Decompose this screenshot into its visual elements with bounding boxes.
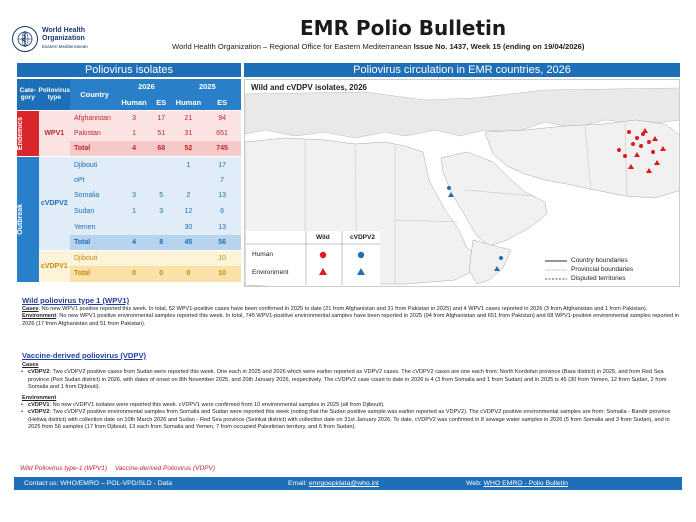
value-cell: 30: [184, 223, 193, 231]
total-cell: 0: [159, 270, 164, 278]
bulletin-subtitle: [172, 42, 584, 51]
value-cell: 2: [186, 192, 191, 200]
wpv1-section: [22, 297, 680, 328]
total-cell: 56: [218, 238, 226, 246]
legend-wild-header: Wild: [316, 234, 330, 241]
value-cell: 651: [216, 130, 228, 138]
email-link[interactable]: emrgoepidata@who.int: [308, 480, 379, 487]
web-label: Web:: [466, 480, 484, 487]
value-cell: [119, 251, 149, 267]
value-cell: 10: [203, 251, 241, 267]
org-region: Eastern Mediterranean: [42, 44, 88, 49]
wpv1-cases: [22, 306, 680, 313]
total-cell: 0: [132, 270, 136, 278]
country-cell: Pakistan: [73, 130, 101, 138]
value-cell: 13: [218, 223, 226, 231]
legend-cvdpv2-header: cVDPV2: [350, 234, 375, 241]
country-cell: oPt: [73, 176, 85, 184]
legend-symbols: [246, 231, 380, 285]
isolates-section-header: Poliovirus isolates: [17, 63, 241, 77]
who-emblem-icon: [12, 26, 38, 52]
org-name-line2: Organization: [42, 35, 85, 42]
value-cell: [149, 157, 174, 173]
value-cell: 6: [220, 208, 225, 216]
value-cell: 12: [184, 208, 193, 216]
footer-email-block: [288, 480, 379, 487]
category-outbreak: Outbreak: [17, 157, 39, 282]
issue-number: Issue No. 1437, Week 15 (ending on 19/04/2026): [413, 42, 585, 51]
bullet-text: : No new cVDPV1 isolates were reported this week. cVDPV1 were confirmed from 10 environmental samples in 2025 (all from Djibouti).: [49, 402, 385, 409]
value-cell: 1: [132, 208, 136, 216]
wpv1-heading: Wild poliovirus type 1 (WPV1): [22, 296, 130, 305]
vdpv-heading: Vaccine-derived poliovirus (VDPV): [22, 351, 147, 360]
country-cell: Sudan: [73, 208, 95, 216]
vdpv-section: [22, 352, 680, 431]
table-row: [17, 157, 241, 173]
bullet-text: : Two cVDPV2 positive cases from Sudan were reported this week. One each in 2025 and 2026 which were earlier reported as VDPV2 cases. The cVDPV2 cases are one each from: North Kordofan province (Bara district) in 2025, and from Red Sea province (Port Sudan district) in 2026, with dates of onset on 8th November 2025, and 20th January 2026, respectively. The cVDPV2 case count to date in 2026 is 4 (3 from Somalia and 1 from Sudan) and in 2025 is 45 (30 from Yemen, 12 from Sudan, 2 from Somalia and 1 from Djibouti).: [28, 369, 667, 390]
header-year-2026: 2026: [119, 79, 173, 95]
country-cell: Afghanistan: [70, 110, 119, 126]
boundary-legend: [545, 256, 633, 283]
type-cvdpv2: cVDPV2: [39, 157, 70, 251]
value-cell: 13: [218, 192, 226, 200]
country-cell: Djibouti: [70, 157, 119, 173]
footnote: [20, 465, 221, 472]
total-cell: 45: [184, 238, 193, 246]
legend-disputed-territories: Disputed territories: [571, 275, 626, 282]
cases-label: Cases: [22, 306, 39, 313]
value-cell: [149, 251, 174, 267]
value-cell: 17: [203, 157, 241, 173]
value-cell: [119, 157, 149, 173]
header-es-2026: ES: [149, 95, 174, 111]
total-cell: 52: [184, 145, 193, 153]
vdpv-cases-label: Cases: [22, 362, 39, 369]
circulation-map: [244, 79, 680, 287]
footer-bar: [14, 477, 682, 490]
total-label: Total: [73, 270, 91, 278]
total-label: Total: [73, 238, 91, 246]
subtitle-plain: World Health Organization – Regional Office for Eastern Mediterranean: [172, 42, 414, 51]
email-label: Email:: [288, 480, 309, 487]
category-endemics: Endemics: [17, 110, 39, 157]
country-cell: Yemen: [73, 223, 96, 231]
bullet-text: : Two cVDPV2 positive environmental samples from Somalia and Sudan were reported this week (noting that the Sudan positive sample was earlier reported as VDPV2). The cVDPV2 positive environmental samples are from: Somalia - Bandir province (Heliwa district) with collection date on 10th March 2026 and Sudan - Red Sea province (Seinkat district) with collection date on 31st January 2026. To date, cVDPV2 was confirmed in 8 sewage water samples in 2026 (5 from Somalia and 3 from Sudan), and in 2025 from 56 samples (17 from Djibouti, 13 each from Somalia and Yemen, 7 from occupied Palestinian territory, and 6 from Sudan).: [28, 409, 671, 430]
type-wpv1: WPV1: [39, 110, 70, 157]
bullet-label: cVDPV2: [28, 369, 50, 376]
bulletin-title: EMR Polio Bulletin: [300, 16, 507, 40]
value-cell: [149, 219, 174, 235]
cases-text: : No new WPV1 positive reported this week. In total, 52 WPV1-positive cases have been confirmed in 2025 to date (21 from Afghanistan and 31 from Pakistan in 2025) and 4 WPV1 cases reported in 2026 (3 from Afghanistan and 1 from Pakistan).: [38, 306, 648, 313]
value-cell: 94: [203, 110, 241, 126]
header-es-2025: ES: [203, 95, 241, 111]
environment-text: : No new WPV1 positive environmental samples reported this week. In total, 745 WPV1-positive environmental samples have been reported in 2025 (94 from Afghanistan and 651 from Pakistan) and 68 WPV1-positive environmental samples reported in 2026 (17 from Afghanistan and 51 from Pakistan).: [22, 313, 679, 327]
who-logo: [12, 22, 104, 56]
wpv1-environment: [22, 313, 680, 327]
vdpv-env-bullet-2: [22, 409, 680, 431]
footnote-wild: Wild Poliovirus type-1 (WPV1): [20, 465, 107, 472]
vdpv-environment-label: Environment: [22, 395, 57, 402]
total-label: Total: [73, 145, 91, 153]
footer-contact: Contact us: WHO/EMRO – POL-VPD/SLD - Data: [24, 480, 173, 487]
bullet-label: cVDPV2: [28, 409, 50, 416]
vdpv-cases-bullet: [22, 369, 680, 391]
header-human-2026: Human: [119, 95, 149, 111]
header-year-2025: 2025: [174, 79, 241, 95]
table-row: [17, 110, 241, 126]
value-cell: [174, 251, 204, 267]
value-cell: [149, 173, 174, 189]
type-cvdpv1: cVDPV1: [39, 251, 70, 282]
value-cell: [174, 173, 204, 189]
legend-human-label: Human: [252, 251, 273, 258]
value-cell: 1: [132, 130, 136, 138]
value-cell: 31: [184, 130, 193, 138]
legend-environment-label: Environment: [252, 269, 289, 276]
footer-web-block: [466, 480, 568, 487]
country-cell: Somalia: [73, 192, 100, 200]
value-cell: 3: [119, 110, 149, 126]
value-cell: 5: [159, 192, 164, 200]
bullet-label: cVDPV1: [28, 402, 50, 409]
total-cell: 8: [159, 238, 164, 246]
table-row: [17, 251, 241, 267]
header-category: Cate-gory: [17, 79, 39, 110]
environment-label: Environment: [22, 313, 57, 320]
map-title: Wild and cVDPV isolates, 2026: [251, 83, 367, 92]
vdpv-env-bullet-1: [22, 402, 680, 409]
total-cell: 4: [132, 145, 136, 153]
isolates-table: [17, 79, 241, 282]
circulation-section-header: Poliovirus circulation in EMR countries, 2026: [244, 63, 680, 77]
total-cell: 4: [132, 238, 136, 246]
total-cell: 745: [216, 145, 228, 153]
value-cell: 3: [132, 192, 136, 200]
header-human-2025: Human: [174, 95, 204, 111]
value-cell: 17: [149, 110, 174, 126]
header-type: Poliovirus type: [39, 79, 70, 110]
header-country: Country: [70, 79, 119, 110]
value-cell: 21: [174, 110, 204, 126]
country-cell: Djibouti: [70, 251, 119, 267]
footnote-vaccine: Vaccine-derived Poliovirus (VDPV): [114, 465, 215, 472]
value-cell: 3: [159, 208, 164, 216]
value-cell: 1: [174, 157, 204, 173]
legend-provincial-boundaries: Provincial boundaries: [571, 266, 634, 273]
map-legend: [246, 231, 380, 285]
legend-country-boundaries: Country boundaries: [571, 257, 628, 264]
org-name-line1: World Health: [42, 27, 86, 34]
total-cell: 0: [186, 270, 191, 278]
value-cell: 51: [157, 130, 166, 138]
total-cell: 10: [218, 270, 226, 278]
web-link[interactable]: WHO EMRO - Polio Bulletin: [483, 480, 568, 487]
total-cell: 68: [157, 145, 166, 153]
value-cell: [119, 219, 149, 235]
value-cell: [119, 173, 149, 189]
value-cell: 7: [220, 176, 225, 184]
